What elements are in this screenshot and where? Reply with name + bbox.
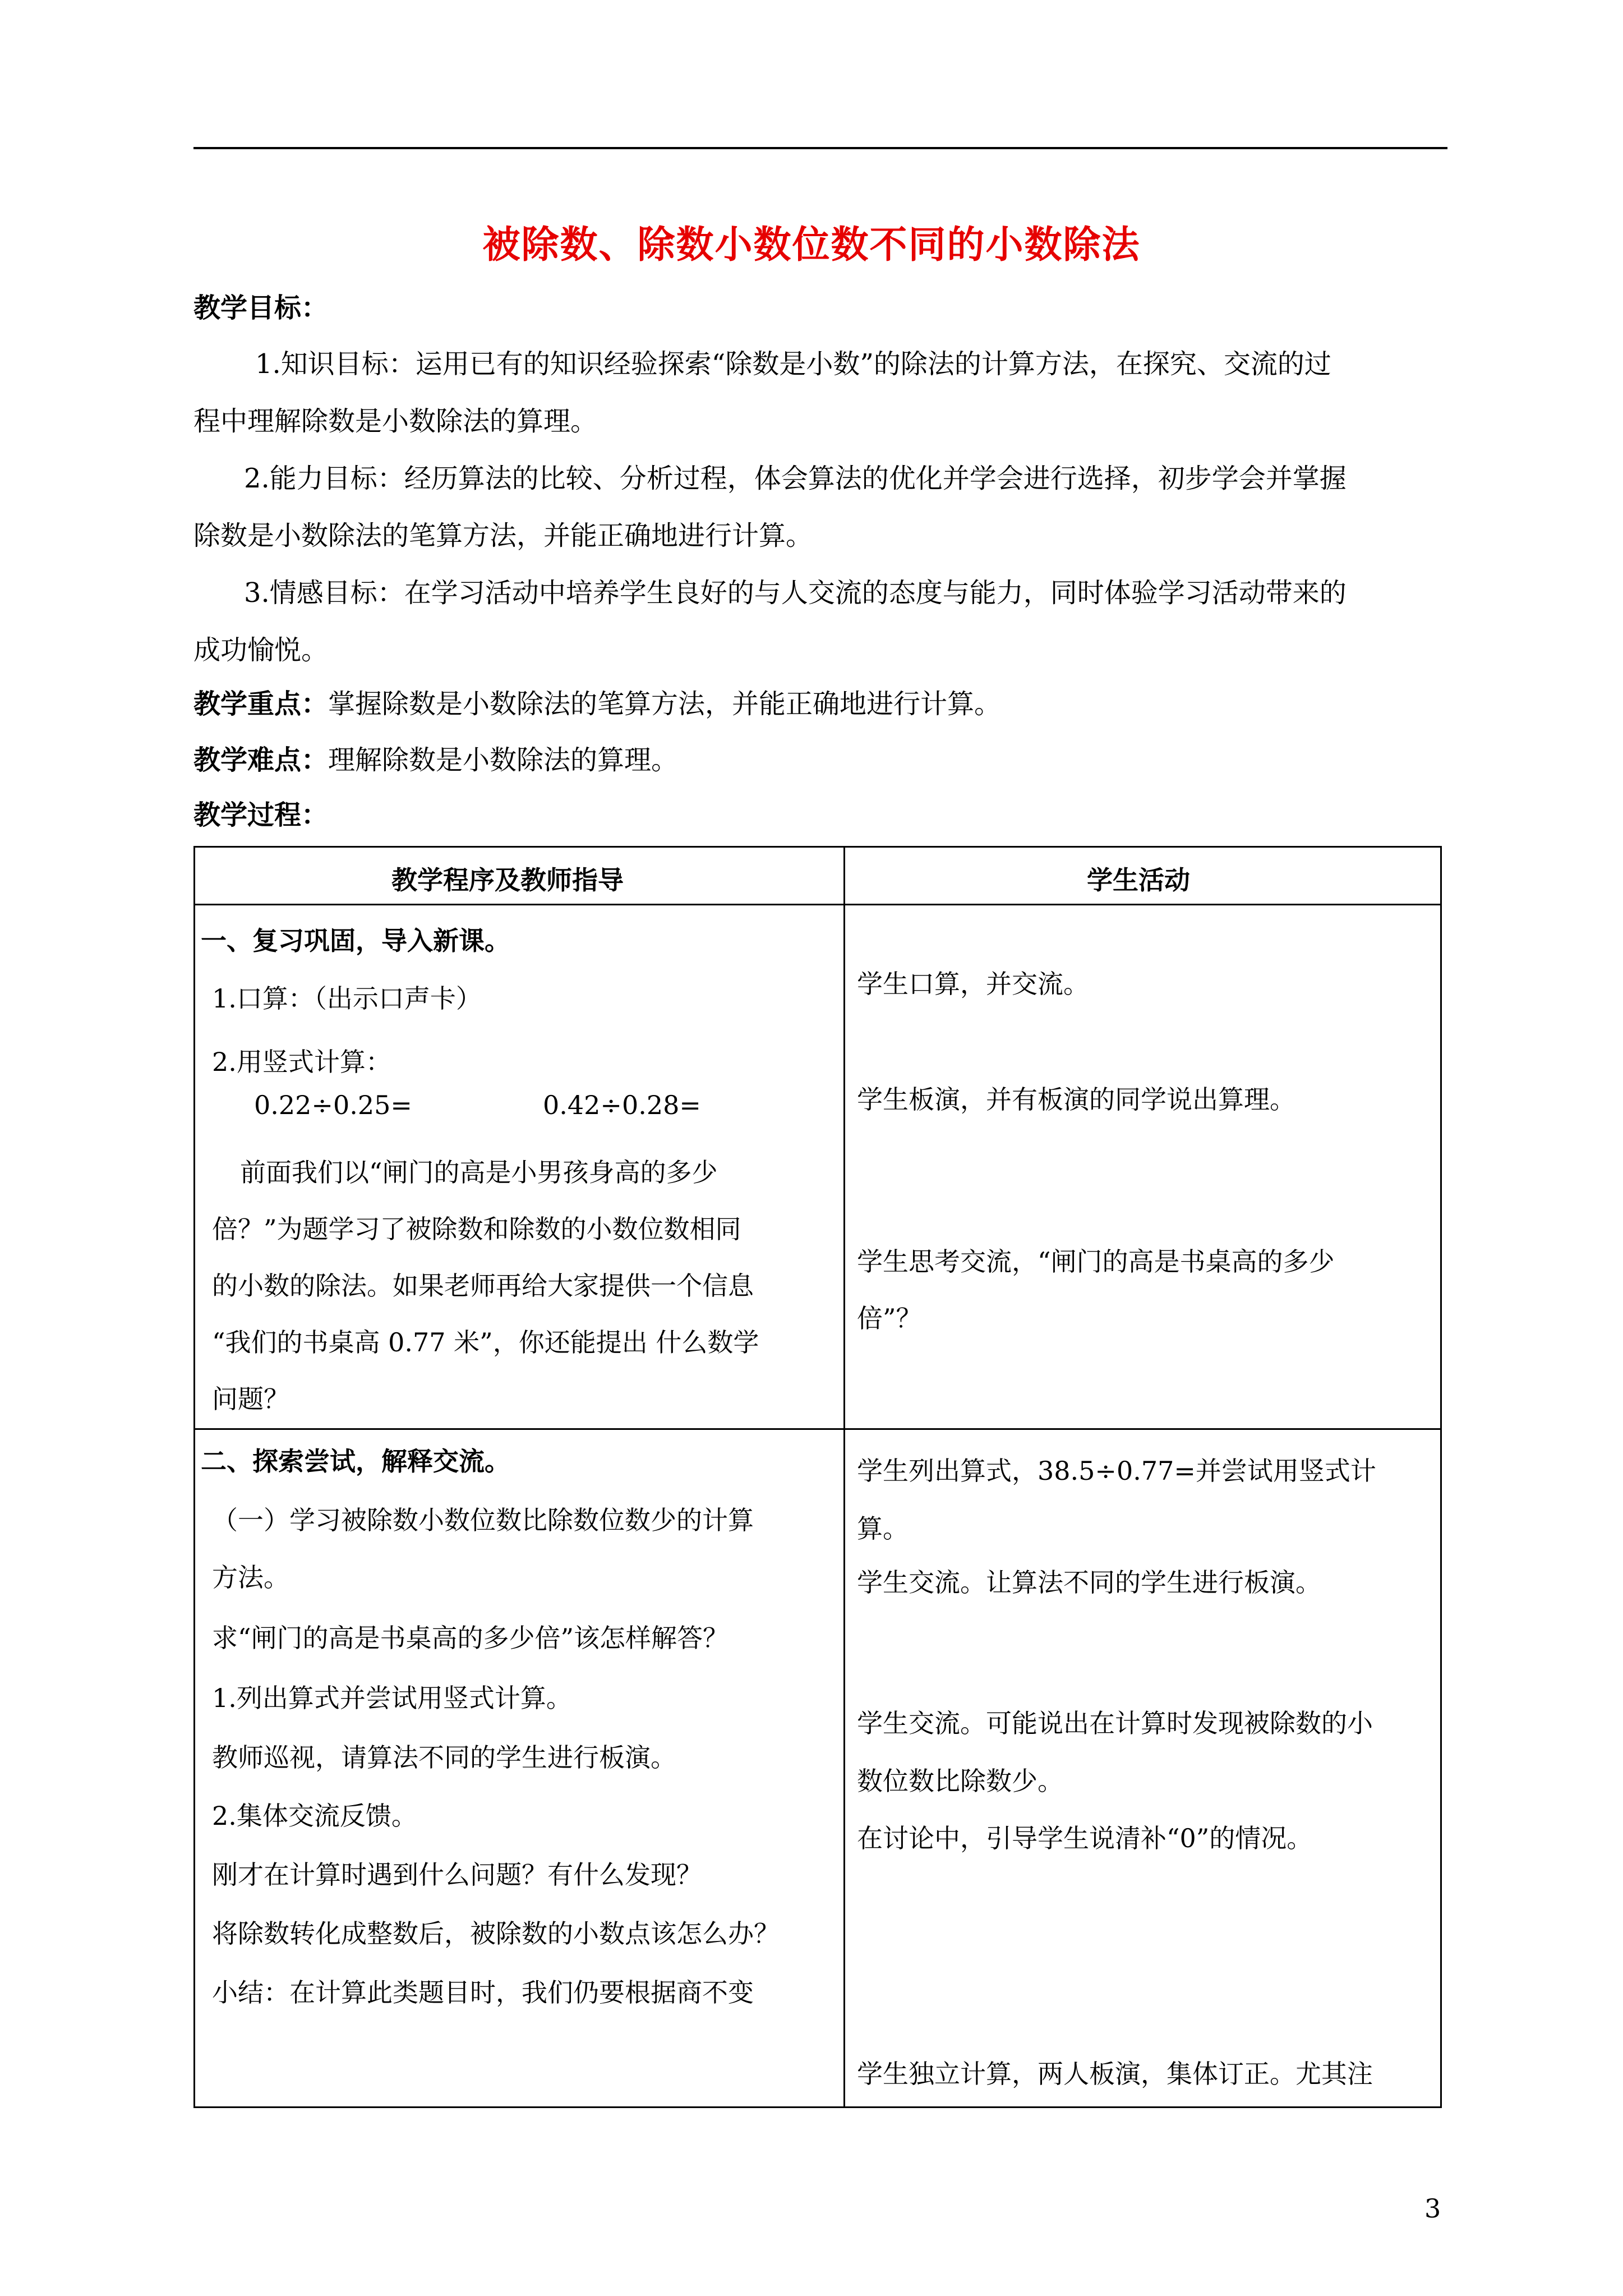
- key-point: [193, 682, 1001, 721]
- objective-line: 程中理解除数是小数除法的算理。: [193, 406, 598, 437]
- objective-line: 3.情感目标：在学习活动中培养学生良好的与人交流的态度与能力，同时体验学习活动带来的: [244, 577, 1347, 609]
- header-teacher: 教学程序及教师指导: [391, 865, 624, 895]
- section1-line: 问题？: [212, 1384, 289, 1414]
- objective-line: 成功愉悦。: [193, 634, 329, 666]
- section1-line: 2.用竖式计算：: [212, 1047, 391, 1077]
- section1-line: 的小数的除法。如果老师再给大家提供一个信息: [212, 1271, 754, 1301]
- key-point-label: 教学重点：: [193, 688, 329, 720]
- objective-line: 除数是小数除法的笔算方法，并能正确地进行计算。: [193, 520, 813, 551]
- section2-student-line: 算。: [857, 1513, 909, 1544]
- section1-line: “我们的书桌高 0.77 米”，你还能提出 什么数学: [212, 1327, 759, 1358]
- row-divider: [195, 1428, 1440, 1430]
- process-heading: 教学过程：: [193, 799, 329, 831]
- key-point-text: 掌握除数是小数除法的笔算方法，并能正确地进行计算。: [328, 688, 1002, 720]
- section2-line: 将除数转化成整数后，被除数的小数点该怎么办？: [212, 1918, 780, 1949]
- section2-student-line: 学生交流。可能说出在计算时发现被除数的小: [857, 1708, 1373, 1738]
- section2-line: 2.集体交流反馈。: [212, 1801, 417, 1831]
- process-table: [193, 846, 1442, 2108]
- objective-line: 1.知识目标：运用已有的知识经验探索“除数是小数”的除法的计算方法，在探究、交流的过: [255, 348, 1331, 380]
- section1-line: 1.口算：（出示口声卡）: [212, 983, 482, 1014]
- section1-student-line: 学生口算，并交流。: [857, 969, 1089, 999]
- section1-line: 倍？”为题学习了被除数和除数的小数位数相同: [212, 1214, 741, 1244]
- section1-student-line: 倍”？: [857, 1303, 922, 1333]
- header-student: 学生活动: [1087, 865, 1190, 895]
- difficulty-label: 教学难点：: [193, 744, 329, 776]
- section1-heading: 一、复习巩固，导入新课。: [201, 926, 510, 956]
- section1-line: 0.22÷0.25=: [254, 1090, 412, 1120]
- section2-student-line: 学生交流。让算法不同的学生进行板演。: [857, 1567, 1321, 1598]
- section2-student-line: 学生独立计算，两人板演，集体订正。尤其注: [857, 2059, 1373, 2089]
- page-title: 被除数、除数小数位数不同的小数除法: [482, 223, 1141, 266]
- row-divider: [195, 904, 1440, 905]
- section2-heading: 二、探索尝试，解释交流。: [201, 1446, 510, 1476]
- header-rule: [193, 147, 1447, 149]
- section2-line: 方法。: [212, 1562, 289, 1593]
- section2-line: （一）学习被除数小数位数比除数位数少的计算: [212, 1505, 754, 1535]
- column-divider: [843, 848, 845, 2106]
- section1-line: 0.42÷0.28=: [543, 1090, 701, 1120]
- section2-line: 教师巡视，请算法不同的学生进行板演。: [212, 1742, 676, 1773]
- section2-student-line: 数位数比除数少。: [857, 1766, 1063, 1796]
- page-number: 3: [1424, 2193, 1441, 2224]
- section2-line: 求“闸门的高是书桌高的多少倍”该怎样解答？: [212, 1623, 729, 1653]
- section2-line: 刚才在计算时遇到什么问题？有什么发现？: [212, 1860, 702, 1890]
- section2-student-line: 在讨论中，引导学生说清补“0”的情况。: [857, 1823, 1313, 1853]
- section1-line: 前面我们以“闸门的高是小男孩身高的多少: [240, 1157, 718, 1188]
- difficulty-text: 理解除数是小数除法的算理。: [328, 744, 679, 776]
- difficulty: [193, 738, 678, 777]
- objective-line: 2.能力目标：经历算法的比较、分析过程，体会算法的优化并学会进行选择，初步学会并掌握: [244, 463, 1347, 494]
- section1-student-line: 学生思考交流，“闸门的高是书桌高的多少: [857, 1246, 1335, 1277]
- section2-line: 1.列出算式并尝试用竖式计算。: [212, 1683, 572, 1713]
- section2-student-line: 学生列出算式，38.5÷0.77=并尝试用竖式计: [857, 1456, 1376, 1486]
- section1-student-line: 学生板演，并有板演的同学说出算理。: [857, 1084, 1295, 1115]
- section2-line: 小结：在计算此类题目时，我们仍要根据商不变: [212, 1977, 754, 2008]
- objectives-heading: 教学目标：: [193, 292, 329, 324]
